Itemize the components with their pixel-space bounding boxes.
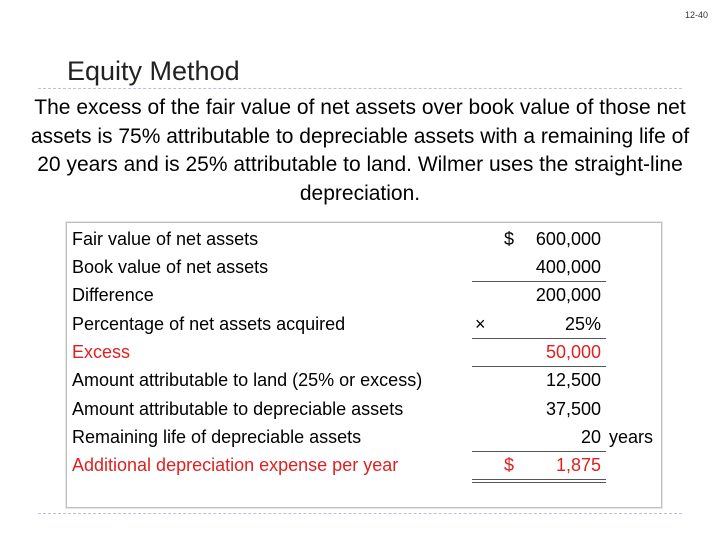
row-amount: 20 (580, 427, 601, 447)
table-row-depreciable (67, 397, 661, 425)
row-amount: 600,000 (535, 229, 601, 249)
row-amount: 400,000 (535, 257, 601, 277)
table-row-excess (67, 340, 661, 368)
row-label: Additional depreciation expense per year (72, 455, 399, 475)
underline-rule (472, 281, 606, 282)
table-row-percentage (67, 312, 661, 340)
table-row-book-value (67, 255, 661, 283)
row-label: Amount attributable to depreciable assets (72, 399, 404, 419)
row-label: Amount attributable to land (25% or excess) (72, 370, 423, 390)
slide-body-text: The excess of the fair value of net assets over book value of those net assets is 75% attributable to depreciable assets with a remaining life of 20 years and is 25% attributable to land. Wilmer uses the straight-line depreciation. (30, 96, 690, 205)
row-label: Fair value of net assets (72, 229, 259, 249)
row-unit: years (609, 427, 654, 447)
row-label: Percentage of net assets acquired (72, 314, 346, 334)
footer-divider (38, 513, 682, 514)
slide-title: Equity Method (67, 56, 240, 86)
row-label: Book value of net assets (72, 257, 269, 277)
row-amount: 50,000 (545, 342, 601, 362)
table-row-additional-depreciation (67, 453, 661, 481)
row-dollar-sign: $ (504, 455, 515, 475)
underline-rule (472, 366, 606, 367)
table-row-remaining-life (67, 425, 661, 453)
row-amount: 12,500 (545, 370, 601, 390)
table-row-land (67, 368, 661, 396)
underline-rule (472, 451, 606, 452)
row-amount: 37,500 (545, 399, 601, 419)
double-underline-bottom (472, 482, 606, 483)
table-row-difference (67, 283, 661, 311)
row-amount: 25% (564, 314, 601, 334)
row-amount: 1,875 (555, 455, 601, 475)
multiply-sign: × (475, 314, 486, 334)
underline-rule (472, 338, 606, 339)
row-label: Excess (72, 342, 131, 362)
calculation-table (66, 222, 662, 508)
slide-number: 12-40 (684, 10, 708, 20)
row-label: Remaining life of depreciable assets (72, 427, 362, 447)
row-dollar-sign: $ (504, 229, 515, 249)
double-underline-top (472, 479, 606, 480)
title-divider (38, 88, 682, 89)
row-amount: 200,000 (535, 285, 601, 305)
row-label: Difference (72, 285, 154, 305)
table-row-fair-value (67, 227, 661, 255)
